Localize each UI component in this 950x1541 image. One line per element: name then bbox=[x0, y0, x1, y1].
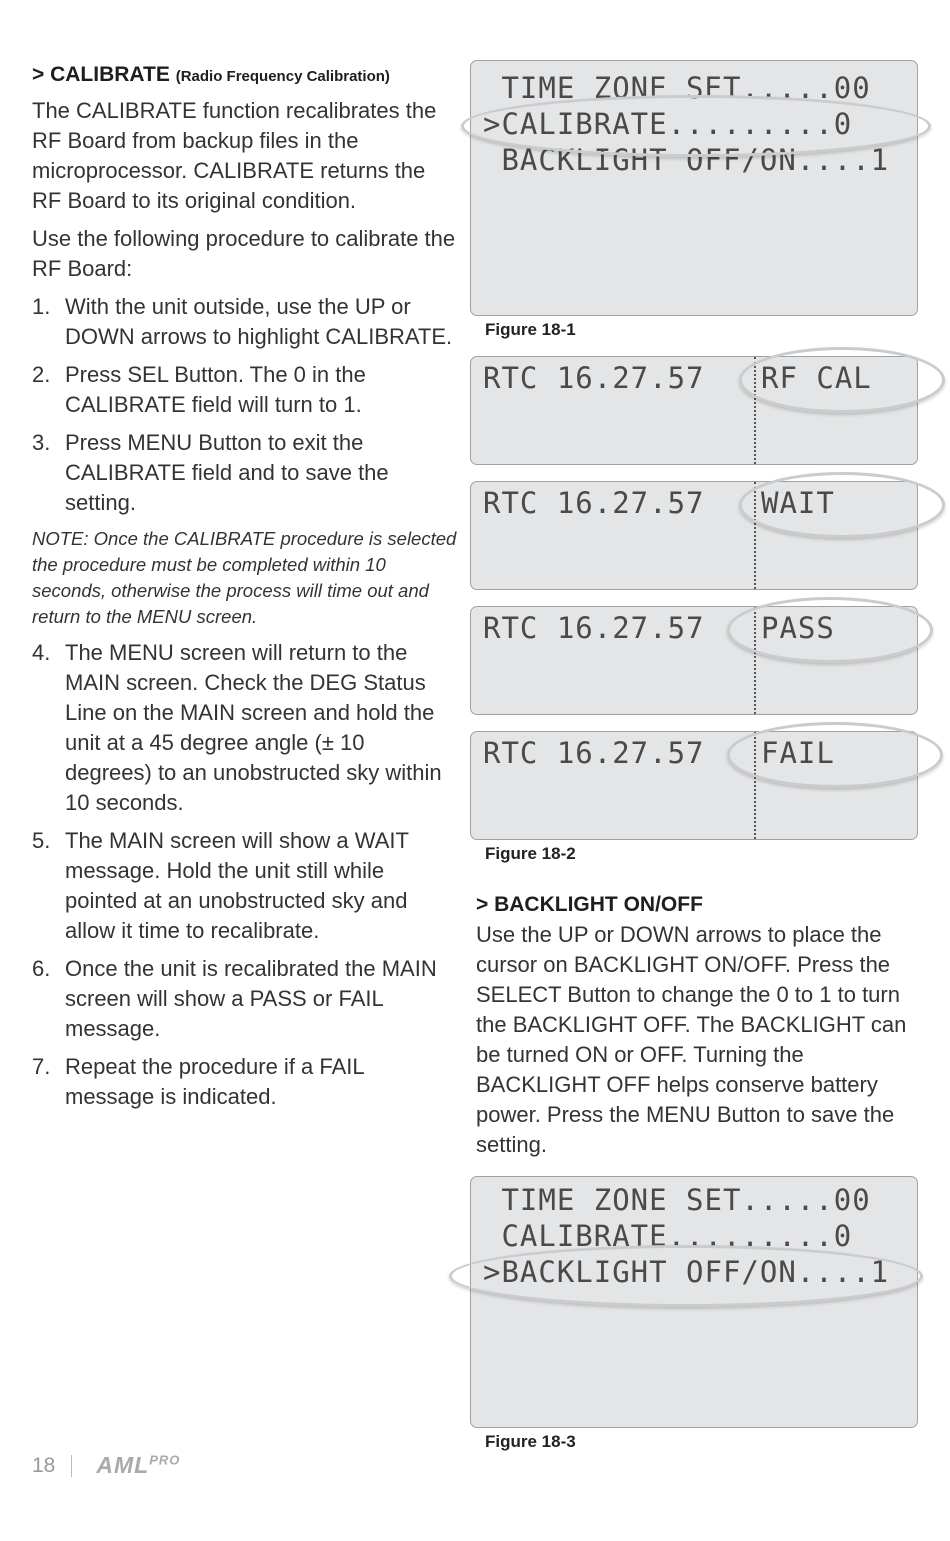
calibrate-section bbox=[32, 60, 457, 1120]
backlight-title: > BACKLIGHT ON/OFF bbox=[476, 893, 703, 916]
calibrate-heading bbox=[32, 60, 457, 92]
lcd-line-calibrate: CALIBRATE.........0 bbox=[483, 1219, 853, 1253]
figure-18-3 bbox=[470, 1176, 925, 1452]
step-item bbox=[32, 428, 457, 518]
logo-main-text: AML bbox=[96, 1452, 150, 1478]
lcd-line-time-zone: TIME ZONE SET.....00 bbox=[483, 71, 871, 105]
step-number: 7. bbox=[32, 1054, 51, 1079]
step-text: The MENU screen will return to the MAIN screen. Check the DEG Status Line on the MAIN screen and hold the unit at a 45 degree angle (± 10 degrees) to an unobstructed sky within 10 seconds. bbox=[65, 640, 442, 815]
steps-list-b bbox=[32, 638, 457, 1112]
step-item bbox=[32, 638, 457, 818]
backlight-text: Use the UP or DOWN arrows to place the cursor on BACKLIGHT ON/OFF. Press the SELECT Button to change the 0 to 1 to turn the BACKLIGHT OFF. The BACKLIGHT can be turned ON or OFF. Turning the BACKLIGHT OFF helps conserve battery power. Press the MENU Button to save the setting. bbox=[476, 922, 907, 1157]
lcd-line-backlight: >BACKLIGHT OFF/ON....1 bbox=[483, 1255, 890, 1289]
figures-column bbox=[470, 60, 925, 1452]
step-number: 2. bbox=[32, 362, 51, 387]
highlight-oval bbox=[727, 597, 933, 663]
lcd-line-calibrate: >CALIBRATE.........0 bbox=[483, 107, 853, 141]
step-item bbox=[32, 826, 457, 946]
step-text: Once the unit is recalibrated the MAIN screen will show a PASS or FAIL message. bbox=[65, 956, 437, 1041]
step-number: 1. bbox=[32, 294, 51, 319]
lcd-status-screen-pass bbox=[470, 606, 918, 715]
calibrate-title: > CALIBRATE bbox=[32, 63, 170, 86]
lcd-rtc-text: RTC 16.27.57 bbox=[483, 361, 705, 395]
logo-sup-text: PRO bbox=[149, 1452, 181, 1468]
lcd-rtc-text: RTC 16.27.57 bbox=[483, 611, 705, 645]
lcd-menu-screen bbox=[470, 60, 918, 316]
highlight-oval bbox=[727, 722, 943, 788]
lcd-status-text: WAIT bbox=[761, 486, 835, 520]
step-text: Repeat the procedure if a FAIL message is indicated. bbox=[65, 1054, 364, 1109]
steps-list-a bbox=[32, 292, 457, 518]
step-text: Press SEL Button. The 0 in the CALIBRATE field will turn to 1. bbox=[65, 362, 366, 417]
footer-divider bbox=[71, 1455, 72, 1477]
page-number: 18 bbox=[32, 1453, 56, 1477]
step-number: 6. bbox=[32, 956, 51, 981]
step-text: The MAIN screen will show a WAIT message. Hold the unit still while pointed at an unobstructed sky and allow it time to recalibrate. bbox=[65, 828, 409, 943]
step-number: 5. bbox=[32, 828, 51, 853]
highlight-oval bbox=[461, 95, 931, 157]
page-footer bbox=[32, 1452, 180, 1479]
lcd-status-screen-fail bbox=[470, 731, 918, 840]
highlight-oval bbox=[449, 1245, 923, 1307]
step-item bbox=[32, 292, 457, 352]
lcd-status-screen-rfcal bbox=[470, 356, 918, 465]
calibrate-subtitle: (Radio Frequency Calibration) bbox=[175, 68, 390, 85]
step-item bbox=[32, 1052, 457, 1112]
figure-caption: Figure 18-1 bbox=[485, 320, 576, 339]
lcd-line-backlight: BACKLIGHT OFF/ON....1 bbox=[483, 143, 890, 177]
aml-pro-logo bbox=[96, 1452, 180, 1479]
procedure-intro: Use the following procedure to calibrate the RF Board: bbox=[32, 226, 456, 281]
lcd-status-text: FAIL bbox=[761, 736, 835, 770]
backlight-section bbox=[470, 890, 925, 1160]
lcd-rtc-text: RTC 16.27.57 bbox=[483, 486, 705, 520]
calibrate-intro: The CALIBRATE function recalibrates the RF Board from backup files in the microprocessor. CALIBRATE returns the RF Board to its original condition. bbox=[32, 98, 437, 213]
highlight-oval bbox=[739, 472, 945, 538]
lcd-status-screen-wait bbox=[470, 481, 918, 590]
step-text: Press MENU Button to exit the CALIBRATE field and to save the setting. bbox=[65, 430, 389, 515]
lcd-rtc-text: RTC 16.27.57 bbox=[483, 736, 705, 770]
figure-caption: Figure 18-2 bbox=[485, 844, 576, 863]
figure-caption: Figure 18-3 bbox=[485, 1432, 576, 1451]
step-item bbox=[32, 360, 457, 420]
figure-18-1 bbox=[470, 60, 925, 340]
lcd-status-text: PASS bbox=[761, 611, 835, 645]
step-item bbox=[32, 954, 457, 1044]
lcd-menu-screen bbox=[470, 1176, 918, 1428]
lcd-line-time-zone: TIME ZONE SET.....00 bbox=[483, 1183, 871, 1217]
highlight-oval bbox=[739, 347, 945, 413]
step-number: 4. bbox=[32, 640, 51, 665]
figure-18-2 bbox=[470, 356, 925, 864]
lcd-status-text: RF CAL bbox=[761, 361, 872, 395]
step-number: 3. bbox=[32, 430, 51, 455]
step-text: With the unit outside, use the UP or DOWN arrows to highlight CALIBRATE. bbox=[65, 294, 453, 349]
calibrate-note: NOTE: Once the CALIBRATE procedure is selected the procedure must be completed within 10 seconds, otherwise the process will time out and return to the MENU screen. bbox=[32, 528, 457, 627]
